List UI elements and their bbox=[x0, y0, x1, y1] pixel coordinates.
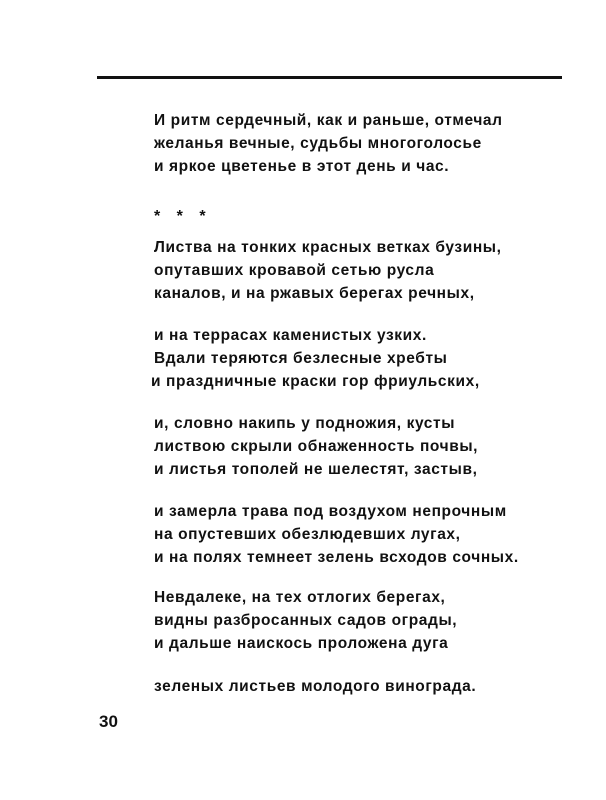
page-number: 30 bbox=[99, 712, 118, 731]
verse-line: и праздничные краски гор фриульских, bbox=[151, 373, 480, 390]
verse-line: и на полях темнеет зелень всходов сочных. bbox=[154, 549, 519, 566]
verse-line: и листья тополей не шелестят, застыв, bbox=[154, 461, 478, 478]
verse-line: Вдали теряются безлесные хребты bbox=[154, 350, 448, 367]
verse-line: И ритм сердечный, как и раньше, отмечал bbox=[154, 112, 503, 129]
verse-line: видны разбросанных садов ограды, bbox=[154, 612, 458, 629]
section-separator: * * * bbox=[154, 208, 212, 225]
verse-line: на опустевших обезлюдевших лугах, bbox=[154, 526, 461, 543]
verse-line: и, словно накипь у подножия, кусты bbox=[154, 415, 456, 432]
verse-line: каналов, и на ржавых берегах речных, bbox=[154, 285, 475, 302]
verse-line: и яркое цветенье в этот день и час. bbox=[154, 158, 450, 175]
verse-line: опутавших кровавой сетью русла bbox=[154, 262, 435, 279]
verse-line: Листва на тонких красных ветках бузины, bbox=[154, 239, 502, 256]
verse-line: зеленых листьев молодого винограда. bbox=[154, 678, 477, 695]
verse-line: и замерла трава под воздухом непрочным bbox=[154, 503, 507, 520]
verse-line: листвою скрыли обнаженность почвы, bbox=[154, 438, 479, 455]
verse-line: Невдалеке, на тех отлогих берегах, bbox=[154, 589, 446, 606]
verse-line: желанья вечные, судьбы многоголосье bbox=[154, 135, 482, 152]
verse-line: и на террасах каменистых узких. bbox=[154, 327, 427, 344]
verse-line: и дальше наискось проложена дуга bbox=[154, 635, 449, 652]
